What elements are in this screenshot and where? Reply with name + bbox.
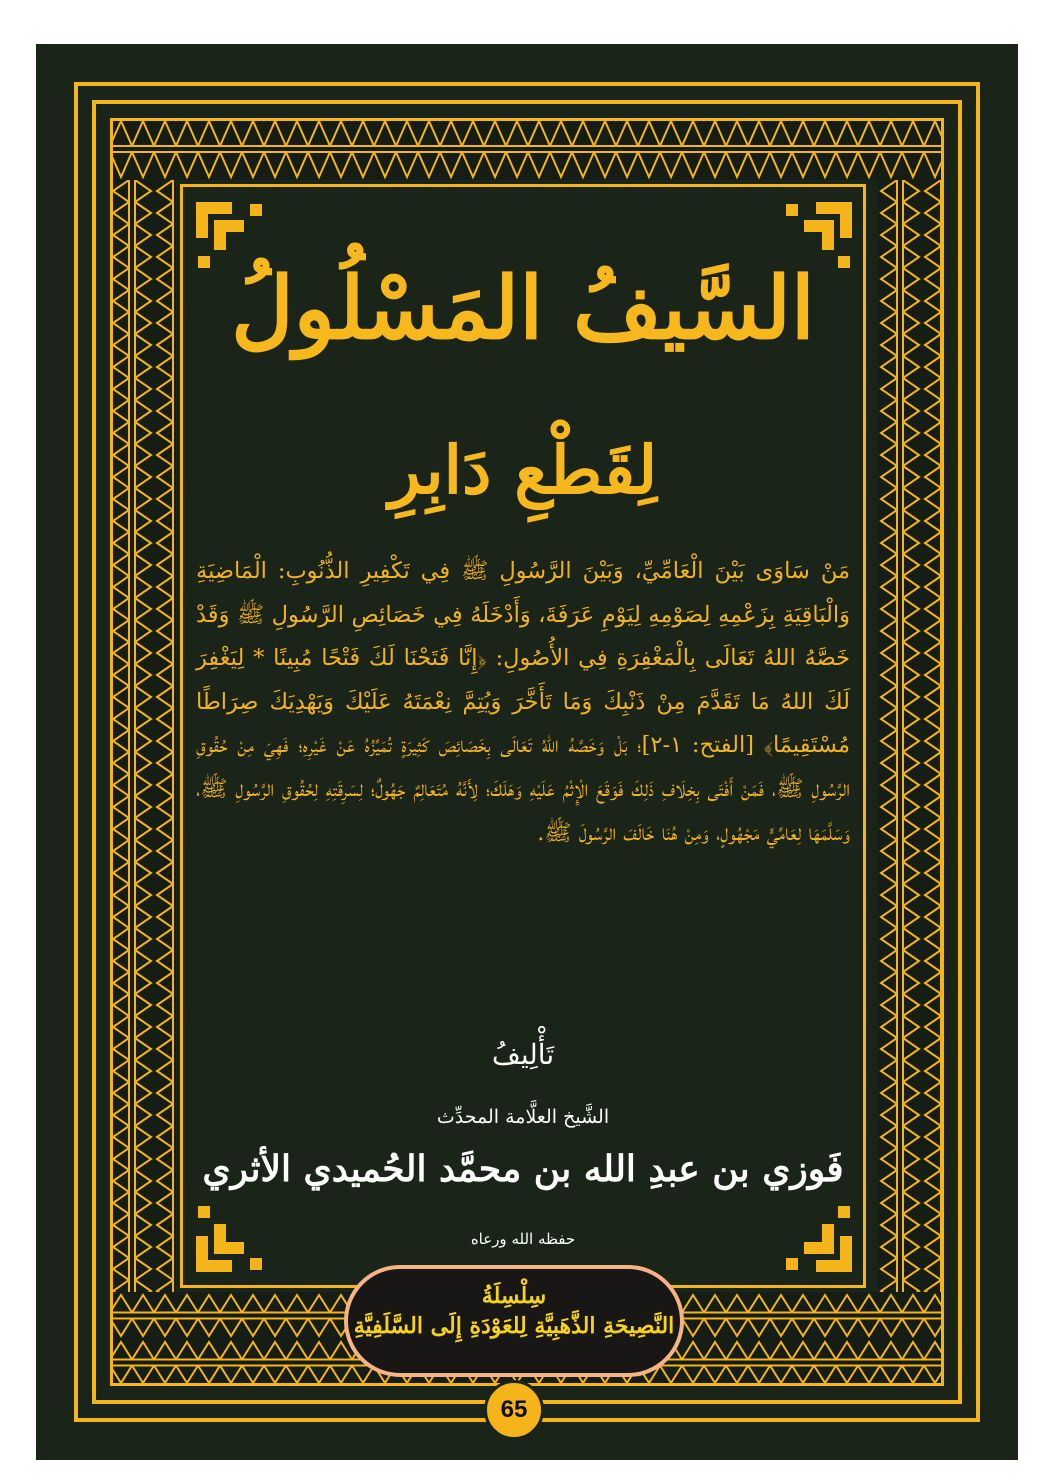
author-title: الشَّيخ العلَّامة المحدِّث <box>436 1106 610 1128</box>
series-name: النَّصِيحَةِ الذَّهَبِيَّةِ لِلعَوْدَةِ إِلَى السَّلَفِيَّةِ <box>353 1313 675 1339</box>
series-number-badge: 65 <box>484 1380 544 1440</box>
author-honorific: حفظه الله ورعاه <box>470 1230 576 1248</box>
author-label: تَأْلِيفُ <box>491 1038 555 1071</box>
series-label: سِلْسِلَةُ <box>481 1283 547 1309</box>
series-badge <box>344 1265 684 1377</box>
book-description: مَنْ سَاوَى بَيْنَ الْعَامِّيِّ، وَبَيْنَ الرَّسُولِ ﷺ فِي تَكْفِيرِ الذُّنُوبِ: الْمَاضِيَةِ وَالْبَاقِيَةِ بِزَعْمِهِ لِصَوْمِهِ لِيَوْمِ عَرَفَةَ، وَأَدْخَلَهُ فِي خَصَائِصِ الرَّسُولِ ﷺ وَقَدْ خَصَّهُ اللهُ تَعَالَى بِالْمَغْفِرَةِ فِي الأُصُولِ: ﴿إِنَّا فَتَحْنَا لَكَ فَتْحًا مُبِينًا * لِيَغْفِرَ لَكَ اللهُ مَا تَقَدَّمَ مِنْ ذَنْبِكَ وَمَا تَأَخَّرَ وَيُتِمَّ نِعْمَتَهُ عَلَيْكَ وَيَهْدِيَكَ صِرَاطًا مُسْتَقِيمًا﴾ [الفتح: ١-٢]؛ بَلْ وَخَصَّهُ اللهُ تَعَالَى بِخَصَائِصَ كَثِيرَةٍ تُمَيِّزُهُ عَنْ غَيْرِهِ؛ فَهِيَ مِنْ حُقُوقِ الرَّسُولِ ﷺ، فَمَنْ أَفْتَى بِخِلَافِ ذَلِكَ فَوَقَعَ الْإِثْمُ عَلَيْهِ وَهَلَكَ؛ لِأَنَّهُ مُتَعَالِمٌ جَهُولٌ؛ لِسَرِقَتِهِ لِحُقُوقِ الرَّسُولِ ﷺ، وَسَلَّمَهَا لِعَامِّيٍّ مَجْهُولٍ، وَمِنْ هُنَا خَالَفَ الرَّسُولَ ﷺ. <box>196 558 851 846</box>
book-subtitle: لِقَطْعِ دَابِرِ <box>388 431 658 509</box>
author-name: فَوزي بن عبدِ الله بن محمَّد الحُميدي الأثري <box>202 1148 844 1190</box>
book-title: السَّيفُ المَسْلُولُ <box>231 258 815 359</box>
